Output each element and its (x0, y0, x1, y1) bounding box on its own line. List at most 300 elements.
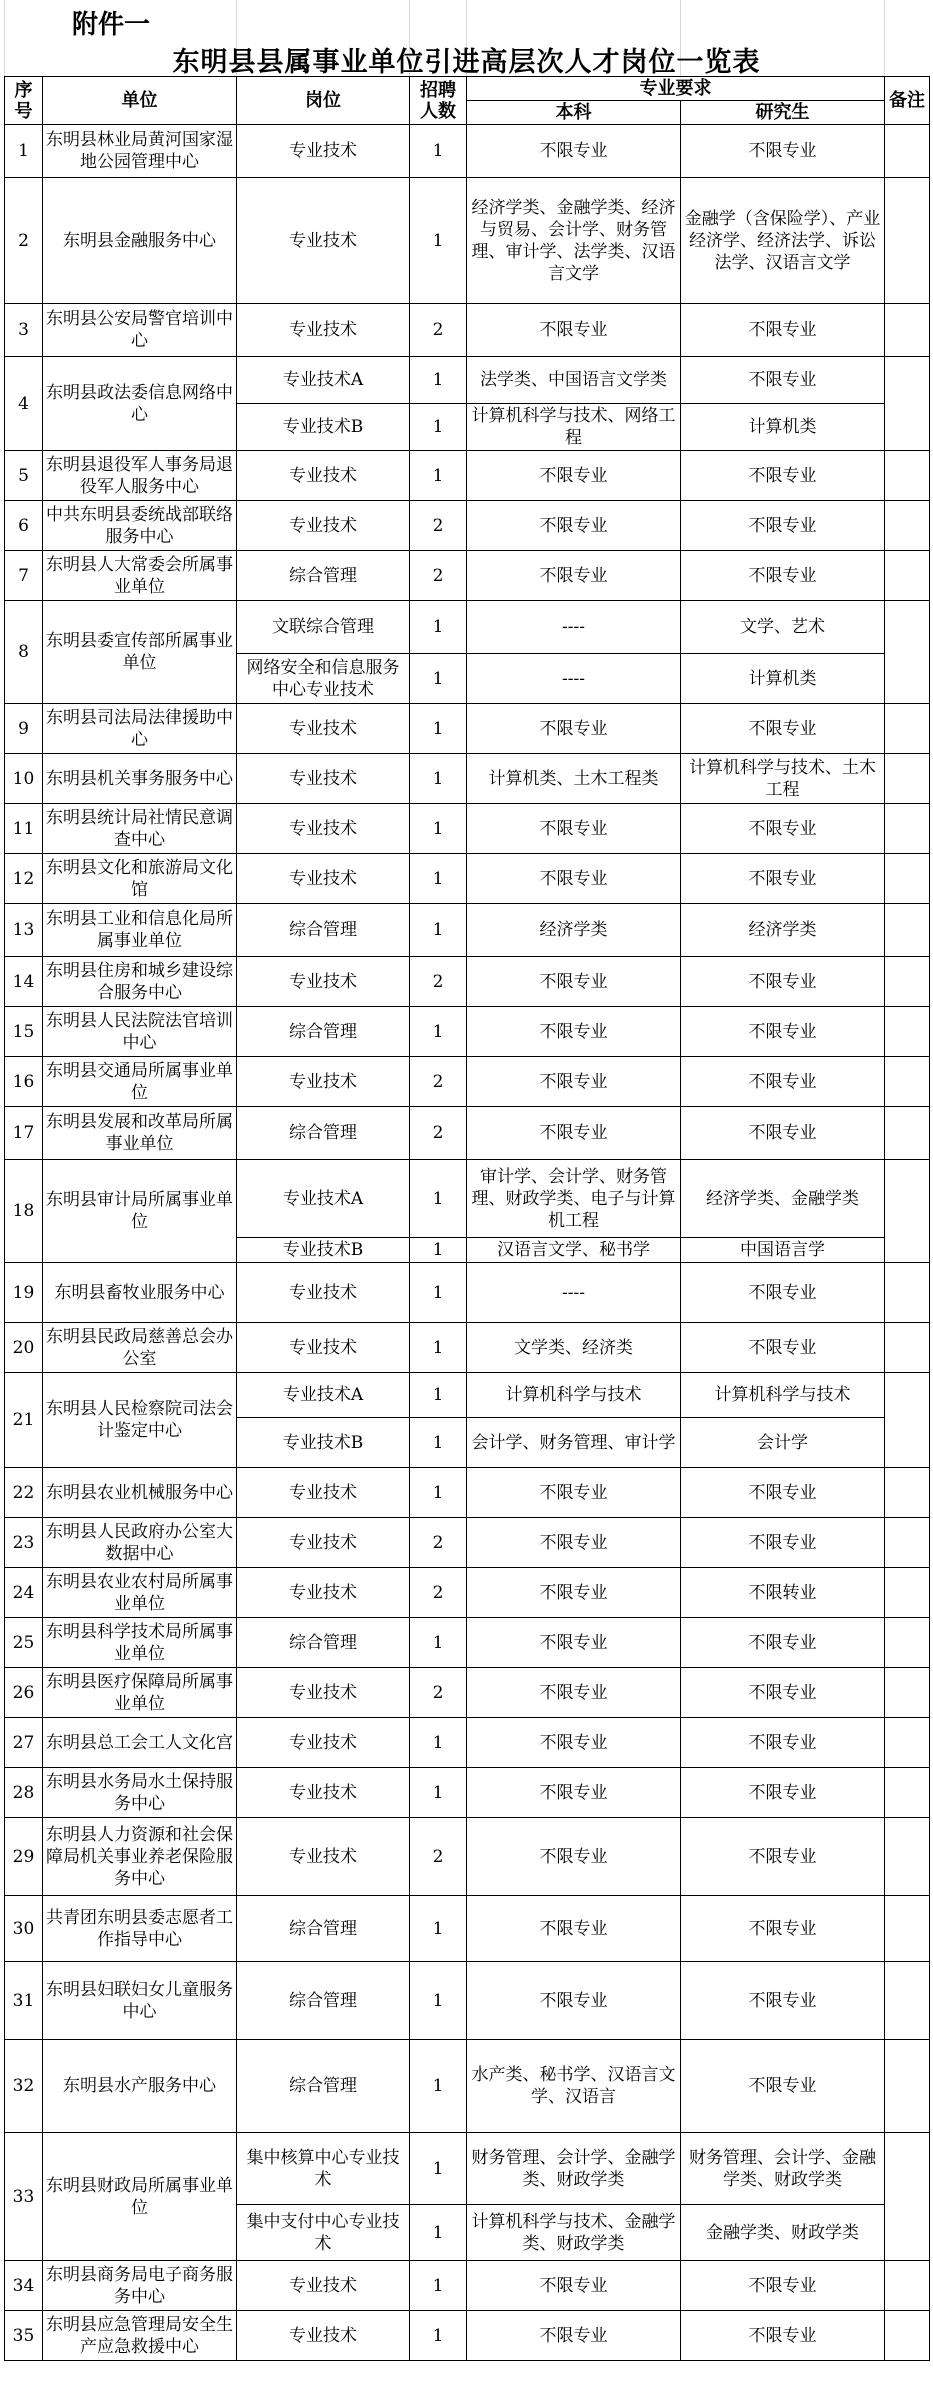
remark-cell (885, 1818, 930, 1896)
row-number: 28 (5, 1768, 43, 1818)
hire-count: 1 (410, 1323, 467, 1373)
undergrad-major: ---- (467, 654, 681, 704)
hire-count: 1 (410, 1618, 467, 1668)
hire-count: 1 (410, 904, 467, 957)
post-name: 文联综合管理 (237, 601, 410, 654)
hire-count: 1 (410, 754, 467, 804)
undergrad-major: 不限专业 (467, 1768, 681, 1818)
remark-cell (885, 1668, 930, 1718)
graduate-major: 不限专业 (681, 1263, 885, 1323)
graduate-major: 经济学类 (681, 904, 885, 957)
table-row (5, 854, 930, 904)
graduate-major: 不限转业 (681, 1568, 885, 1618)
post-name: 专业技术 (237, 754, 410, 804)
page-title: 东明县县属事业单位引进高层次人才岗位一览表 (172, 47, 761, 78)
row-number: 13 (5, 904, 43, 957)
undergrad-major: 不限专业 (467, 551, 681, 601)
header-no: 序号 (5, 77, 43, 125)
unit-name: 东明县公安局警官培训中心 (43, 304, 237, 357)
remark-cell (885, 854, 930, 904)
graduate-major: 金融学类、财政学类 (681, 2205, 885, 2261)
graduate-major: 不限专业 (681, 1818, 885, 1896)
unit-name: 东明县委宣传部所属事业单位 (43, 601, 237, 704)
undergrad-major: 不限专业 (467, 2261, 681, 2311)
undergrad-major: 不限专业 (467, 125, 681, 178)
row-number: 32 (5, 2040, 43, 2133)
graduate-major: 不限专业 (681, 2311, 885, 2361)
unit-name: 东明县人民法院法官培训中心 (43, 1007, 237, 1057)
row-number: 4 (5, 357, 43, 451)
undergrad-major: 不限专业 (467, 1518, 681, 1568)
row-number: 5 (5, 451, 43, 501)
table-row (5, 2040, 930, 2133)
remark-cell (885, 1568, 930, 1618)
graduate-major: 计算机科学与技术 (681, 1373, 885, 1418)
hire-count: 1 (410, 125, 467, 178)
post-name: 专业技术B (237, 1238, 410, 1263)
remark-cell (885, 2261, 930, 2311)
post-name: 综合管理 (237, 551, 410, 601)
unit-name: 东明县司法局法律援助中心 (43, 704, 237, 754)
graduate-major: 不限专业 (681, 1057, 885, 1107)
unit-name: 东明县科学技术局所属事业单位 (43, 1618, 237, 1668)
graduate-major: 不限专业 (681, 1468, 885, 1518)
remark-cell (885, 357, 930, 451)
remark-cell (885, 957, 930, 1007)
unit-name: 东明县妇联妇女儿童服务中心 (43, 1962, 237, 2040)
graduate-major: 不限专业 (681, 2261, 885, 2311)
header-remark: 备注 (885, 77, 930, 125)
undergrad-major: 法学类、中国语言文学类 (467, 357, 681, 404)
unit-name: 东明县财政局所属事业单位 (43, 2133, 237, 2261)
undergrad-major: 不限专业 (467, 1962, 681, 2040)
table-row (5, 704, 930, 754)
table-row (5, 357, 930, 404)
post-name: 综合管理 (237, 1007, 410, 1057)
graduate-major: 不限专业 (681, 1962, 885, 2040)
undergrad-major: 不限专业 (467, 1618, 681, 1668)
graduate-major: 不限专业 (681, 125, 885, 178)
table-row (5, 1518, 930, 1568)
post-name: 集中支付中心专业技术 (237, 2205, 410, 2261)
remark-cell (885, 754, 930, 804)
undergrad-major: 不限专业 (467, 304, 681, 357)
row-number: 29 (5, 1818, 43, 1896)
remark-cell (885, 2133, 930, 2261)
unit-name: 东明县农业农村局所属事业单位 (43, 1568, 237, 1618)
remark-cell (885, 1896, 930, 1962)
unit-name: 东明县民政局慈善总会办公室 (43, 1323, 237, 1373)
post-name: 专业技术 (237, 1057, 410, 1107)
graduate-major: 不限专业 (681, 1718, 885, 1768)
undergrad-major: 不限专业 (467, 1057, 681, 1107)
table-row (5, 2261, 930, 2311)
row-number: 16 (5, 1057, 43, 1107)
post-name: 专业技术 (237, 957, 410, 1007)
hire-count: 1 (410, 178, 467, 304)
undergrad-major: 经济学类、金融学类、经济与贸易、会计学、财务管理、审计学、法学类、汉语言文学 (467, 178, 681, 304)
undergrad-major: 不限专业 (467, 1668, 681, 1718)
row-number: 2 (5, 178, 43, 304)
remark-cell (885, 1962, 930, 2040)
graduate-major: 不限专业 (681, 1107, 885, 1160)
post-name: 专业技术 (237, 1818, 410, 1896)
row-number: 23 (5, 1518, 43, 1568)
hire-count: 1 (410, 1768, 467, 1818)
post-name: 专业技术 (237, 304, 410, 357)
remark-cell (885, 804, 930, 854)
unit-name: 东明县审计局所属事业单位 (43, 1160, 237, 1263)
positions-table (4, 76, 930, 2361)
row-number: 35 (5, 2311, 43, 2361)
undergrad-major: 会计学、财务管理、审计学 (467, 1418, 681, 1468)
post-name: 综合管理 (237, 904, 410, 957)
undergrad-major: 不限专业 (467, 1468, 681, 1518)
hire-count: 1 (410, 854, 467, 904)
hire-count: 1 (410, 2261, 467, 2311)
remark-cell (885, 1323, 930, 1373)
header-unit: 单位 (43, 77, 237, 125)
post-name: 专业技术A (237, 357, 410, 404)
graduate-major: 不限专业 (681, 957, 885, 1007)
hire-count: 2 (410, 1818, 467, 1896)
table-body (5, 125, 930, 2361)
hire-count: 1 (410, 654, 467, 704)
table-row (5, 2133, 930, 2205)
table-row (5, 1263, 930, 1323)
header-strip (0, 0, 933, 78)
row-number: 34 (5, 2261, 43, 2311)
undergrad-major: 经济学类 (467, 904, 681, 957)
graduate-major: 经济学类、金融学类 (681, 1160, 885, 1238)
unit-name: 东明县林业局黄河国家湿地公园管理中心 (43, 125, 237, 178)
undergrad-major: 财务管理、会计学、金融学类、财政学类 (467, 2133, 681, 2205)
hire-count: 1 (410, 704, 467, 754)
undergrad-major: 不限专业 (467, 957, 681, 1007)
post-name: 专业技术 (237, 704, 410, 754)
row-number: 33 (5, 2133, 43, 2261)
hire-count: 2 (410, 1568, 467, 1618)
table-row (5, 1373, 930, 1418)
hire-count: 1 (410, 451, 467, 501)
row-number: 15 (5, 1007, 43, 1057)
hire-count: 1 (410, 1962, 467, 2040)
unit-name: 中共东明县委统战部联络服务中心 (43, 501, 237, 551)
header-count: 招聘人数 (410, 77, 467, 125)
remark-cell (885, 1107, 930, 1160)
unit-name: 东明县退役军人事务局退役军人服务中心 (43, 451, 237, 501)
remark-cell (885, 1057, 930, 1107)
post-name: 专业技术 (237, 1718, 410, 1768)
table-row (5, 601, 930, 654)
unit-name: 东明县发展和改革局所属事业单位 (43, 1107, 237, 1160)
undergrad-major: 不限专业 (467, 1896, 681, 1962)
row-number: 1 (5, 125, 43, 178)
unit-name: 东明县人民政府办公室大数据中心 (43, 1518, 237, 1568)
header-post: 岗位 (237, 77, 410, 125)
remark-cell (885, 1618, 930, 1668)
remark-cell (885, 1373, 930, 1468)
table-row (5, 451, 930, 501)
unit-name: 东明县政法委信息网络中心 (43, 357, 237, 451)
undergrad-major: 文学类、经济类 (467, 1323, 681, 1373)
graduate-major: 会计学 (681, 1418, 885, 1468)
hire-count: 1 (410, 2205, 467, 2261)
remark-cell (885, 1518, 930, 1568)
table-row (5, 1323, 930, 1373)
row-number: 26 (5, 1668, 43, 1718)
graduate-major: 不限专业 (681, 451, 885, 501)
table-row (5, 957, 930, 1007)
post-name: 专业技术A (237, 1373, 410, 1418)
hire-count: 2 (410, 1518, 467, 1568)
graduate-major: 财务管理、会计学、金融学类、财政学类 (681, 2133, 885, 2205)
unit-name: 东明县应急管理局安全生产应急救援中心 (43, 2311, 237, 2361)
undergrad-major: 计算机类、土木工程类 (467, 754, 681, 804)
post-name: 专业技术 (237, 451, 410, 501)
row-number: 8 (5, 601, 43, 704)
table-row (5, 125, 930, 178)
table-row (5, 1007, 930, 1057)
undergrad-major: 不限专业 (467, 1007, 681, 1057)
post-name: 综合管理 (237, 1618, 410, 1668)
post-name: 专业技术 (237, 804, 410, 854)
post-name: 专业技术 (237, 501, 410, 551)
undergrad-major: 不限专业 (467, 704, 681, 754)
post-name: 专业技术 (237, 1768, 410, 1818)
table-row (5, 501, 930, 551)
graduate-major: 不限专业 (681, 1518, 885, 1568)
post-name: 综合管理 (237, 1107, 410, 1160)
hire-count: 1 (410, 1718, 467, 1768)
graduate-major: 不限专业 (681, 357, 885, 404)
post-name: 专业技术 (237, 1263, 410, 1323)
undergrad-major: 不限专业 (467, 1107, 681, 1160)
post-name: 专业技术 (237, 1518, 410, 1568)
undergrad-major: ---- (467, 1263, 681, 1323)
post-name: 专业技术B (237, 1418, 410, 1468)
undergrad-major: 不限专业 (467, 1568, 681, 1618)
hire-count: 1 (410, 1007, 467, 1057)
unit-name: 东明县住房和城乡建设综合服务中心 (43, 957, 237, 1007)
post-name: 集中核算中心专业技术 (237, 2133, 410, 2205)
table-row (5, 754, 930, 804)
hire-count: 2 (410, 551, 467, 601)
hire-count: 2 (410, 304, 467, 357)
table-row (5, 1568, 930, 1618)
row-number: 6 (5, 501, 43, 551)
remark-cell (885, 501, 930, 551)
graduate-major: 计算机类 (681, 654, 885, 704)
post-name: 专业技术 (237, 1668, 410, 1718)
table-row (5, 1668, 930, 1718)
undergrad-major: 计算机科学与技术、网络工程 (467, 404, 681, 451)
row-number: 24 (5, 1568, 43, 1618)
row-number: 31 (5, 1962, 43, 2040)
header-undergrad: 本科 (467, 101, 681, 125)
remark-cell (885, 1007, 930, 1057)
unit-name: 东明县统计局社情民意调查中心 (43, 804, 237, 854)
unit-name: 东明县交通局所属事业单位 (43, 1057, 237, 1107)
hire-count: 1 (410, 804, 467, 854)
undergrad-major: 汉语言文学、秘书学 (467, 1238, 681, 1263)
graduate-major: 文学、艺术 (681, 601, 885, 654)
remark-cell (885, 451, 930, 501)
table-row (5, 2311, 930, 2361)
graduate-major: 计算机科学与技术、土木工程 (681, 754, 885, 804)
hire-count: 2 (410, 501, 467, 551)
remark-cell (885, 1160, 930, 1263)
undergrad-major: 不限专业 (467, 2311, 681, 2361)
remark-cell (885, 904, 930, 957)
hire-count: 1 (410, 357, 467, 404)
undergrad-major: ---- (467, 601, 681, 654)
table-row (5, 1718, 930, 1768)
unit-name: 东明县文化和旅游局文化馆 (43, 854, 237, 904)
undergrad-major: 计算机科学与技术 (467, 1373, 681, 1418)
table-row (5, 1107, 930, 1160)
hire-count: 1 (410, 2040, 467, 2133)
table-row (5, 804, 930, 854)
graduate-major: 不限专业 (681, 1618, 885, 1668)
row-number: 21 (5, 1373, 43, 1468)
table-row (5, 1160, 930, 1238)
post-name: 专业技术 (237, 125, 410, 178)
remark-cell (885, 1263, 930, 1323)
post-name: 专业技术 (237, 178, 410, 304)
row-number: 19 (5, 1263, 43, 1323)
unit-name: 东明县工业和信息化局所属事业单位 (43, 904, 237, 957)
hire-count: 1 (410, 1896, 467, 1962)
undergrad-major: 审计学、会计学、财务管理、财政学类、电子与计算机工程 (467, 1160, 681, 1238)
remark-cell (885, 2040, 930, 2133)
row-number: 30 (5, 1896, 43, 1962)
unit-name: 东明县畜牧业服务中心 (43, 1263, 237, 1323)
undergrad-major: 计算机科学与技术、金融学类、财政学类 (467, 2205, 681, 2261)
post-name: 专业技术B (237, 404, 410, 451)
remark-cell (885, 1768, 930, 1818)
graduate-major: 不限专业 (681, 1896, 885, 1962)
hire-count: 2 (410, 1057, 467, 1107)
graduate-major: 不限专业 (681, 304, 885, 357)
unit-name: 东明县机关事务服务中心 (43, 754, 237, 804)
unit-name: 东明县商务局电子商务服务中心 (43, 2261, 237, 2311)
graduate-major: 不限专业 (681, 1768, 885, 1818)
row-number: 12 (5, 854, 43, 904)
hire-count: 1 (410, 1418, 467, 1468)
undergrad-major: 不限专业 (467, 804, 681, 854)
graduate-major: 中国语言学 (681, 1238, 885, 1263)
unit-name: 东明县农业机械服务中心 (43, 1468, 237, 1518)
row-number: 10 (5, 754, 43, 804)
unit-name: 东明县医疗保障局所属事业单位 (43, 1668, 237, 1718)
row-number: 22 (5, 1468, 43, 1518)
undergrad-major: 不限专业 (467, 854, 681, 904)
hire-count: 2 (410, 1668, 467, 1718)
table-row (5, 1057, 930, 1107)
post-name: 专业技术 (237, 854, 410, 904)
table-row (5, 1768, 930, 1818)
table-row (5, 1468, 930, 1518)
hire-count: 1 (410, 2133, 467, 2205)
post-name: 专业技术 (237, 2261, 410, 2311)
table-row (5, 904, 930, 957)
hire-count: 1 (410, 2311, 467, 2361)
graduate-major: 不限专业 (681, 854, 885, 904)
remark-cell (885, 125, 930, 178)
undergrad-major: 不限专业 (467, 451, 681, 501)
graduate-major: 计算机类 (681, 404, 885, 451)
hire-count: 1 (410, 1373, 467, 1418)
table-row (5, 304, 930, 357)
unit-name: 东明县人力资源和社会保障局机关事业养老保险服务中心 (43, 1818, 237, 1896)
post-name: 专业技术A (237, 1160, 410, 1238)
hire-count: 1 (410, 404, 467, 451)
unit-name: 东明县人大常委会所属事业单位 (43, 551, 237, 601)
header-graduate: 研究生 (681, 101, 885, 125)
row-number: 25 (5, 1618, 43, 1668)
hire-count: 1 (410, 1468, 467, 1518)
hire-count: 2 (410, 957, 467, 1007)
annex-label: 附件一 (72, 10, 151, 40)
graduate-major: 不限专业 (681, 551, 885, 601)
hire-count: 2 (410, 1107, 467, 1160)
hire-count: 1 (410, 1263, 467, 1323)
table-row (5, 178, 930, 304)
row-number: 7 (5, 551, 43, 601)
header-major-req: 专业要求 (467, 77, 885, 101)
hire-count: 1 (410, 601, 467, 654)
remark-cell (885, 704, 930, 754)
row-number: 20 (5, 1323, 43, 1373)
hire-count: 1 (410, 1160, 467, 1238)
post-name: 专业技术 (237, 1468, 410, 1518)
graduate-major: 不限专业 (681, 2040, 885, 2133)
table-row (5, 1962, 930, 2040)
table-row (5, 551, 930, 601)
post-name: 专业技术 (237, 1323, 410, 1373)
post-name: 综合管理 (237, 1896, 410, 1962)
graduate-major: 不限专业 (681, 704, 885, 754)
remark-cell (885, 2311, 930, 2361)
row-number: 14 (5, 957, 43, 1007)
unit-name: 共青团东明县委志愿者工作指导中心 (43, 1896, 237, 1962)
remark-cell (885, 304, 930, 357)
table-row (5, 1896, 930, 1962)
graduate-major: 不限专业 (681, 1668, 885, 1718)
graduate-major: 不限专业 (681, 1323, 885, 1373)
graduate-major: 不限专业 (681, 1007, 885, 1057)
row-number: 3 (5, 304, 43, 357)
row-number: 27 (5, 1718, 43, 1768)
remark-cell (885, 1468, 930, 1518)
table-row (5, 1618, 930, 1668)
remark-cell (885, 1718, 930, 1768)
remark-cell (885, 178, 930, 304)
post-name: 综合管理 (237, 1962, 410, 2040)
remark-cell (885, 551, 930, 601)
undergrad-major: 水产类、秘书学、汉语言文学、汉语言 (467, 2040, 681, 2133)
row-number: 11 (5, 804, 43, 854)
row-number: 18 (5, 1160, 43, 1263)
remark-cell (885, 601, 930, 704)
graduate-major: 金融学（含保险学）、产业经济学、经济法学、诉讼法学、汉语言文学 (681, 178, 885, 304)
table-row (5, 1818, 930, 1896)
post-name: 专业技术 (237, 2311, 410, 2361)
row-number: 9 (5, 704, 43, 754)
undergrad-major: 不限专业 (467, 1818, 681, 1896)
post-name: 专业技术 (237, 1568, 410, 1618)
